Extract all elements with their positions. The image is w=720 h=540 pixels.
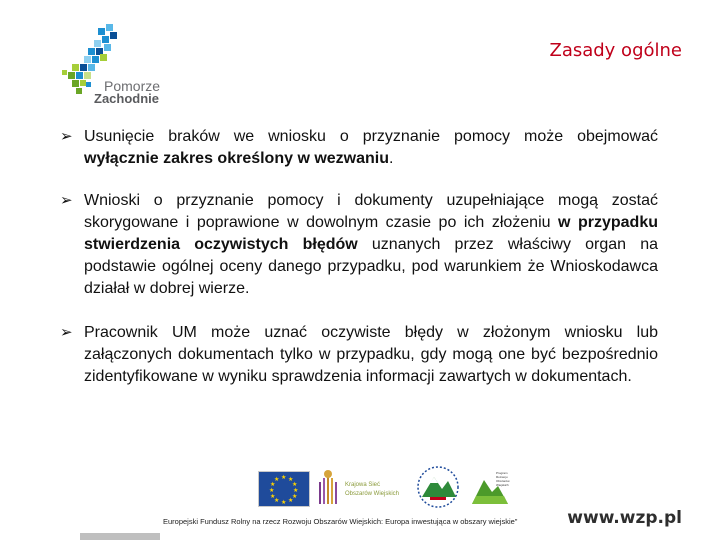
footer-caption: Europejski Fundusz Rolny na rzecz Rozwoju Obszarów Wiejskich: Europa inwestująca w obszary wiejskie": [163, 517, 518, 526]
bullet-item-2: [60, 190, 658, 300]
bullet-2-end: uznanych przez właściwy organ na podstawie ogólnej oceny danego przypadku, pod warunkiem że Wnioskodawca działał w dobrej wierze.: [84, 236, 658, 297]
bullet-1-text: Usunięcie braków we wniosku o przyznanie pomocy może obejmować: [84, 128, 658, 145]
bullet-2-text: Wnioski o przyznanie pomocy i dokumenty uzupełniające mogą zostać skorygowane i poprawione w dowolnym czasie po ich złożeniu: [84, 192, 658, 231]
bullet-1-bold: wyłącznie zakres określony w wezwaniu: [84, 150, 390, 167]
bullet-list: [60, 126, 658, 408]
website-url[interactable]: www.wzp.pl: [567, 508, 682, 528]
arrow-bullet-icon: ➢: [60, 128, 73, 145]
rural-development-logo: [412, 463, 464, 513]
svg-text:Rozwoju: Rozwoju: [496, 475, 508, 479]
eu-flag-icon: ★ ★ ★ ★ ★ ★ ★ ★ ★ ★ ★ ★: [258, 471, 310, 507]
bullet-item-1: [60, 126, 658, 170]
bullet-3-text: Pracownik UM może uznać oczywiste błędy w złożonym wniosku lub załączonych dokumentach tylko w przypadku, gdy mogą one być bezpośrednio zidentyfikowane w wyniku sprawdzenia informacji zawartych w dokumentach.: [84, 324, 658, 385]
page-title: Zasady ogólne: [549, 40, 682, 61]
svg-text:Program: Program: [496, 471, 508, 475]
footer-divider: [80, 533, 160, 540]
ksow-bars-icon: [319, 470, 337, 504]
svg-text:Krajowa Sieć: Krajowa Sieć: [345, 482, 381, 488]
bullet-1-end: .: [389, 150, 394, 167]
bullet-2-bold: w przypadku stwierdzenia oczywistych błędów: [84, 214, 659, 253]
svg-text:Obszarów Wiejskich: Obszarów Wiejskich: [345, 491, 400, 497]
ksow-logo: [313, 468, 405, 510]
arrow-bullet-icon: ➢: [60, 192, 73, 209]
arrow-bullet-icon: ➢: [60, 324, 73, 341]
svg-text:Obszarów: Obszarów: [496, 479, 510, 483]
prow-logo: [468, 466, 518, 510]
logo-text-pomorze: Pomorze: [104, 78, 161, 94]
bullet-item-3: [60, 322, 658, 388]
logo-text-zachodnie: Zachodnie: [94, 91, 160, 106]
svg-text:Wiejskich: Wiejskich: [496, 483, 509, 487]
